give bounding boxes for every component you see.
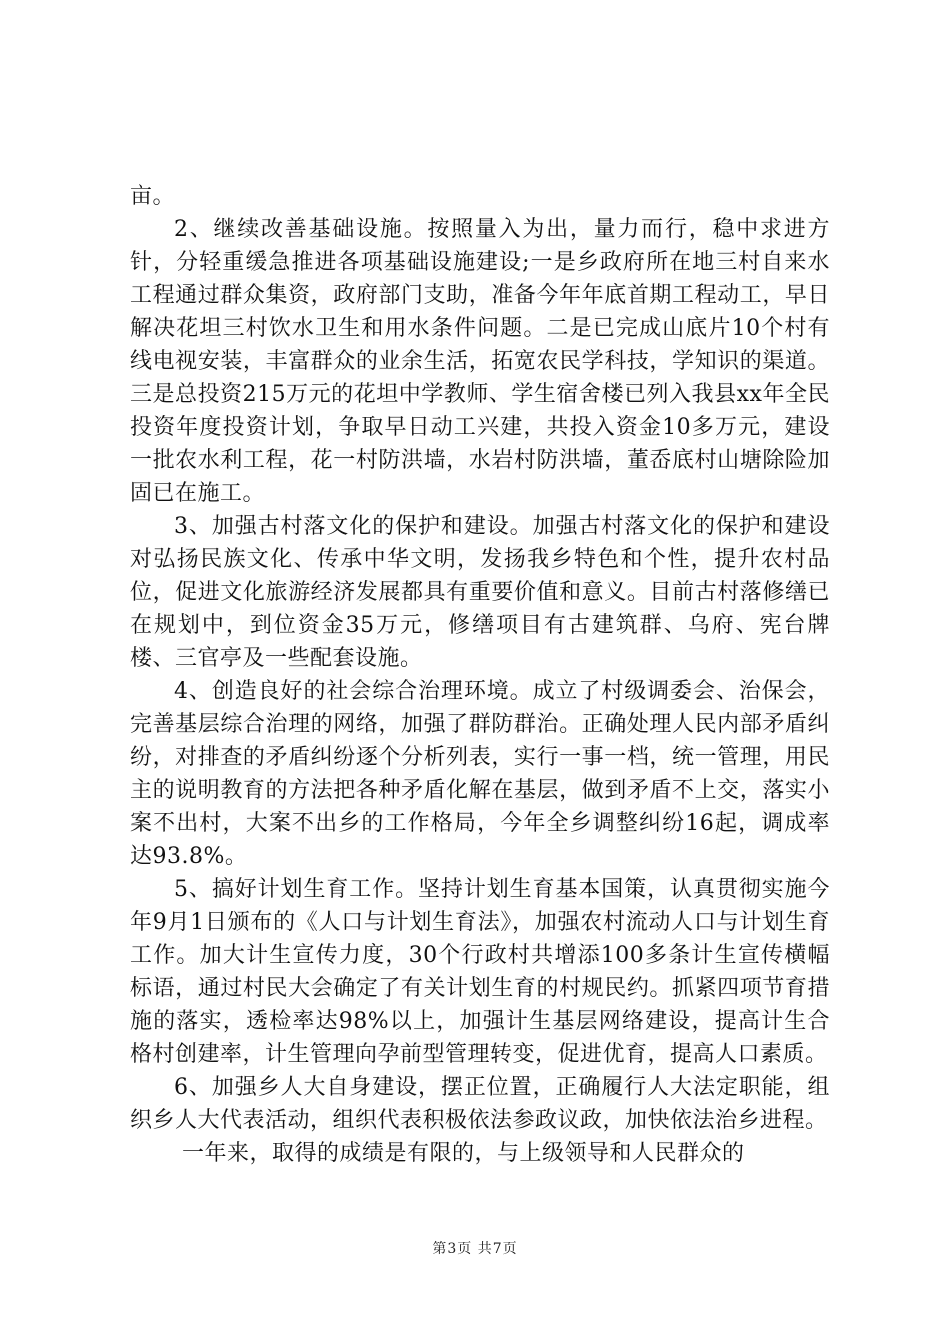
paragraph-family-planning: 5、搞好计划生育工作。坚持计划生育基本国策，认真贯彻实施今年9月1日颁布的《人口与计划生育法》，加强农村流动人口与计划生育工作。加大计生宣传力度，30个行政村共增添100多条计生宣传横幅标语，通过村民大会确定了有关计划生育的村规民约。抓紧四项节育措施的落实，透检率达98%以上，加强计生基层网络建设，提高计生合格村创建率，计生管理向孕前型管理转变，促进优育，提高人口素质。 xyxy=(130,877,830,1067)
document-body xyxy=(130,180,830,1170)
paragraph-peoples-congress: 6、加强乡人大自身建设，摆正位置，正确履行人大法定职能，组织乡人大代表活动，组织代表积极依法参政议政，加快依法治乡进程。 xyxy=(130,1075,830,1133)
page-footer: 第3页 共7页 xyxy=(432,1241,518,1257)
paragraph-summary: 一年来，取得的成绩是有限的，与上级领导和人民群众的 xyxy=(182,1141,745,1166)
paragraph-ancient-village: 3、加强古村落文化的保护和建设。加强古村落文化的保护和建设对弘扬民族文化、传承中华文明，发扬我乡特色和个性，提升农村品位，促进文化旅游经济发展都具有重要价值和意义。目前古村落修缮已在规划中，到位资金35万元，修缮项目有古建筑群、乌府、宪台牌楼、三官亭及一些配套设施。 xyxy=(130,514,830,671)
paragraph-continuation: 亩。 xyxy=(130,184,176,209)
paragraph-infrastructure: 2、继续改善基础设施。按照量入为出，量力而行，稳中求进方针，分轻重缓急推进各项基础设施建设;一是乡政府所在地三村自来水工程通过群众集资，政府部门支助，准备今年年底首期工程动工，早日解决花坦三村饮水卫生和用水条件问题。二是已完成山底片10个村有线电视安装，丰富群众的业余生活，拓宽农民学科技，学知识的渠道。三是总投资215万元的花坦中学教师、学生宿舍楼已列入我县xx年全民投资年度投资计划，争取早日动工兴建，共投入资金10多万元，建设一批农水利工程，花一村防洪墙，水岩村防洪墙，董岙底村山塘除险加固已在施工。 xyxy=(130,217,830,506)
paragraph-social-governance: 4、创造良好的社会综合治理环境。成立了村级调委会、治保会，完善基层综合治理的网络，加强了群防群治。正确处理人民内部矛盾纠纷，对排查的矛盾纠纷逐个分析列表，实行一事一档，统一管理，用民主的说明教育的方法把各种矛盾化解在基层，做到矛盾不上交，落实小案不出村，大案不出乡的工作格局，今年全乡调整纠纷16起，调成率达93.8%。 xyxy=(130,679,830,869)
